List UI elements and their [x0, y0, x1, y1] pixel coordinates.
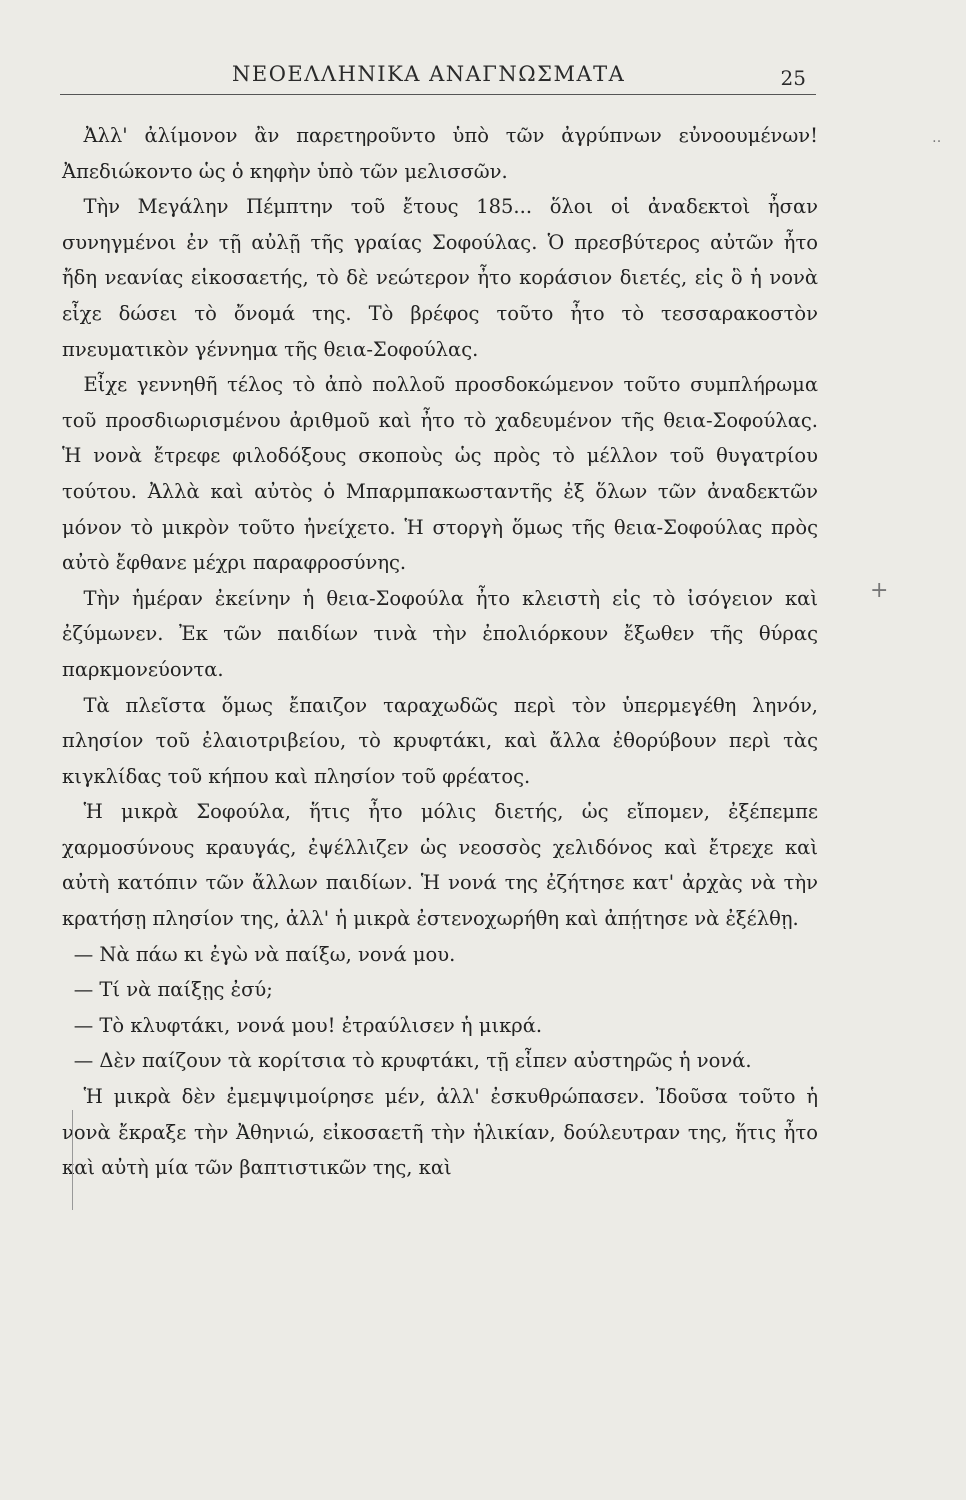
paragraph: Ἡ μικρὰ Σοφούλα, ἥτις ἦτο μόλις διετής, ὡς εἴπομεν, ἐξέπεμπε χαρμοσύνους κραυγάς, ἐψέλλιζεν ὡς νεοσσὸς χελιδόνος καὶ ἔτρεχε καὶ αὐτὴ κατόπιν τῶν ἄλλων παιδίων. Ἡ νονά της ἐζήτησε κατ' ἀρχὰς νὰ τὴν κρατήσῃ πλησίον της, ἀλλ' ἡ μικρὰ ἐστενοχωρήθη καὶ ἀπῄτησε νὰ ἐξέλθῃ. — [62, 800, 818, 931]
paragraph: Τὰ πλεῖστα ὅμως ἔπαιζον ταραχωδῶς περὶ τὸν ὑπερμεγέθη ληνόν, πλησίον τοῦ ἐλαιοτριβείου, τὸ κρυφτάκι, καὶ ἄλλα ἐθορύβουν περὶ τὰς κιγκλίδας τοῦ κήπου καὶ πλησίον τοῦ φρέατος. — [62, 693, 818, 788]
header-rule — [60, 94, 816, 95]
margin-cross-mark: + — [870, 578, 889, 603]
dialogue-line: — Νὰ πάω κι ἐγὼ νὰ παίξω, νονά μου. — [73, 942, 456, 966]
page-header — [60, 58, 816, 94]
paragraph: Ἀλλ' ἀλίμονον ἂν παρετηροῦντο ὑπὸ τῶν ἀγρύπνων εὐνοουμένων! Ἀπεδιώκοντο ὡς ὁ κηφὴν ὑπὸ τῶν μελισσῶν. — [62, 124, 818, 183]
paragraph: Τὴν Μεγάλην Πέμπτην τοῦ ἔτους 185... ὅλοι οἱ ἀναδεκτοὶ ἦσαν συνηγμένοι ἐν τῇ αὐλῇ τῆς γραίας Σοφούλας. Ὁ πρεσβύτερος αὐτῶν ἦτο ἤδη νεανίας εἰκοσαετής, τὸ δὲ νεώτερον ἦτο κοράσιον διετές, εἰς ὃ ἡ νονὰ εἶχε δώσει τὸ ὄνομά της. Τὸ βρέφος τοῦτο ἦτο τὸ τεσσαρακοστὸν πνευματικὸν γέννημα τῆς θεια-Σοφούλας. — [62, 195, 818, 361]
body-text — [62, 118, 818, 1186]
dialogue-line: — Τὸ κλυφτάκι, νονά μου! ἐτραύλισεν ἡ μικρά. — [73, 1013, 543, 1037]
running-title: ΝΕΟΕΛΛΗΝΙΚΑ ΑΝΑΓΝΩΣΜΑΤΑ — [232, 62, 626, 86]
page-number: 25 — [780, 66, 806, 90]
margin-speck: ‥ — [932, 130, 942, 146]
dialogue-line: — Δὲν παίζουν τὰ κορίτσια τὸ κρυφτάκι, τῇ εἶπεν αὐστηρῶς ἡ νονά. — [73, 1049, 752, 1073]
paragraph: Ἡ μικρὰ δὲν ἐμεμψιμοίρησε μέν, ἀλλ' ἐσκυθρώπασεν. Ἰδοῦσα τοῦτο ἡ νονὰ ἔκραξε τὴν Ἀθηνιώ, εἰκοσαετῆ τὴν ἡλικίαν, δούλευτραν της, ἥτις ἦτο καὶ αὐτὴ μία τῶν βαπτιστικῶν της, καὶ — [62, 1085, 818, 1180]
dialogue-line: — Τί νὰ παίξῃς ἐσύ; — [73, 978, 273, 1002]
paragraph: Εἶχε γεννηθῆ τέλος τὸ ἀπὸ πολλοῦ προσδοκώμενον τοῦτο συμπλήρωμα τοῦ προσδιωρισμένου ἀριθμοῦ καὶ ἦτο τὸ χαδευμένον τῆς θεια-Σοφούλας. Ἡ νονὰ ἔτρεφε φιλοδόξους σκοποὺς ὡς πρὸς τὸ μέλλον τοῦ θυγατρίου τούτου. Ἀλλὰ καὶ αὐτὸς ὁ Μπαρμπακωσταντῆς ἐξ ὅλων τῶν ἀναδεκτῶν μόνον τὸ μικρὸν τοῦτο ἠνείχετο. Ἡ στοργὴ ὅμως τῆς θεια-Σοφούλας πρὸς αὐτὸ ἔφθανε μέχρι παραφροσύνης. — [62, 373, 818, 575]
paragraph: Τὴν ἡμέραν ἐκείνην ἡ θεια-Σοφούλα ἦτο κλειστὴ εἰς τὸ ἰσόγειον καὶ ἐζύμωνεν. Ἐκ τῶν παιδίων τινὰ τὴν ἐπολιόρκουν ἔξωθεν τῆς θύρας παρκμονεύοντα. — [62, 586, 818, 681]
pencil-bracket-mark — [72, 1110, 73, 1210]
